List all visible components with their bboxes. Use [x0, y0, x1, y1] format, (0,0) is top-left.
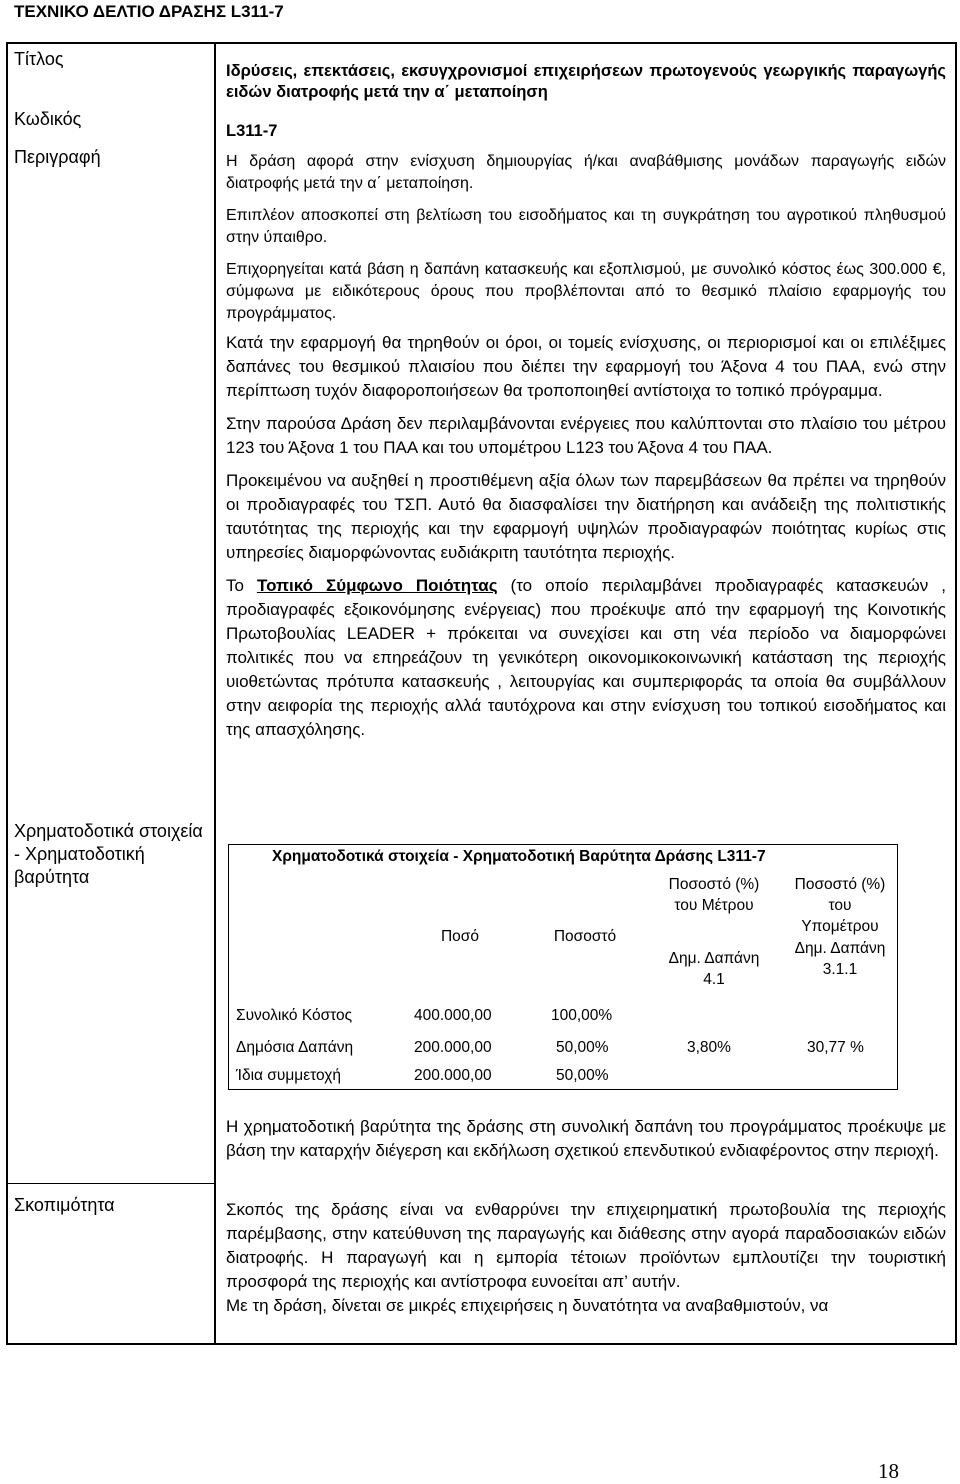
table-border-bottom — [6, 1343, 957, 1345]
row-submeasure: 30,77 % — [807, 1039, 864, 1056]
label-description: Περιγραφή — [14, 147, 101, 167]
label-title: Τίτλος — [14, 49, 64, 69]
row-percent: 50,00% — [556, 1039, 609, 1056]
label-financial: Χρηματοδοτικά στοιχεία - Χρηματοδοτική βαρύτητα — [14, 821, 203, 887]
action-code: L311-7 — [226, 122, 278, 140]
table-border-top — [6, 42, 957, 44]
header-measure: Ποσοστό (%) του Μέτρου — [668, 876, 760, 914]
header-submeasure-sub: Δημ. Δαπάνη 3.1.1 — [794, 940, 886, 978]
header-submeasure: Ποσοστό (%) του Υπομέτρου — [794, 876, 886, 935]
description-paragraph-2: Επιπλέον αποσκοπεί στη βελτίωση του εισοδήματος και τη συγκράτηση του αγροτικού πληθυσμού στην ύπαιθρο. — [226, 207, 946, 246]
action-title — [226, 61, 946, 103]
purpose-paragraph-1: Σκοπός της δράσης είναι να ενθαρρύνει την επιχειρηματική πρωτοβουλία της περιοχής παρέμβασης, στην κατεύθυνση της παραγωγής και διάθεσης στην αγορά παραδοσιακών ειδών διατροφής. Η παραγωγή και η εμπορία τέτοιων προϊόντων εμπλουτίζει την τουριστική προσφορά της περιοχής και αντίστροφα ευνοείται απ’ αυτήν. — [226, 1200, 946, 1291]
label-code: Κωδικός — [14, 109, 82, 129]
financial-weight-paragraph: Η χρηματοδοτική βαρύτητα της δράσης στη συνολική δαπάνη του προγράμματος προέκυψε με βάση την καταρχήν διέγερση και εκδήλωση σχετικού επενδυτικού ενδιαφέροντος στην περιοχή. — [226, 1117, 946, 1160]
table-border-left — [6, 42, 8, 1345]
fin-left — [228, 844, 229, 1090]
column-divider — [214, 42, 216, 1345]
purpose-paragraph-2: Με τη δράση, δίνεται σε μικρές επιχειρήσεις η δυνατότητα να αναβαθμιστούν, να — [226, 1296, 829, 1315]
row-amount: 400.000,00 — [414, 1007, 492, 1024]
row-amount: 200.000,00 — [414, 1067, 492, 1084]
fin-bottom — [228, 1089, 898, 1090]
description-paragraph-7 — [226, 574, 946, 742]
p7-rest: (το οποίο περιλαμβάνει προδιαγραφές κατασκευών , προδιαγραφές εξοικονόμησης ενέργειας) που προέκυψε από την εφαρμογή της Κοινοτικής Πρωτοβουλίας LEADER + πρόκειται να συνεχίσει και στη νέα περίοδο να διαμορφώνει πολιτικές που να επηρεάζουν τη γενικότερη οικονομικοκοινωνική κατάσταση της περιοχής υιοθετώντας πρότυπα κατασκευής , λειτουργίας και συμπεριφοράς τα οποία θα συμβάλλουν στην αειφορία της περιοχής αλλά ταυτόχρονα και στην ενίσχυση του τοπικού εισοδήματος και της απασχόλησης. — [226, 576, 947, 739]
purpose-block — [226, 1198, 946, 1318]
description-paragraph-5: Στην παρούσα Δράση δεν περιλαμβάνονται ενέργειες που καλύπτονται στο πλαίσιο του μέτρου 123 του Άξονα 1 του ΠΑΑ και του υπομέτρου L123 του Άξονα 4 του ΠΑΑ. — [226, 414, 946, 457]
financial-title: Χρηματοδοτικά στοιχεία - Χρηματοδοτική Βαρύτητα Δράσης L311-7 — [272, 848, 766, 865]
header-amount: Ποσό — [440, 928, 479, 945]
action-title-text: Ιδρύσεις, επεκτάσεις, εκσυγχρονισμοί επιχειρήσεων πρωτογενούς γεωργικής παραγωγής ειδών διατροφής μετά την α΄ μεταποίηση — [226, 62, 946, 101]
fin-top — [228, 844, 898, 845]
header-measure-sub: Δημ. Δαπάνη 4.1 — [668, 950, 760, 988]
row-measure: 3,80% — [687, 1039, 731, 1056]
row-label: Ίδια συμμετοχή — [236, 1067, 341, 1084]
description-paragraph-4: Κατά την εφαρμογή θα τηρηθούν οι όροι, οι τομείς ενίσχυσης, οι περιορισμοί και οι επιλέξιμες δαπάνες του θεσμικού πλαισίου που διέπει την εφαρμογή του Άξονα 4 του ΠΑΑ, ενώ στην περίπτωση τυχόν διαφοροποιήσεων θα τροποποιηθεί αντίστοιχα το τοπικό πρόγραμμα. — [226, 333, 946, 400]
document-title: ΤΕΧΝΙΚΟ ΔΕΛΤΙΟ ΔΡΑΣΗΣ L311-7 — [14, 2, 284, 21]
description-paragraph-3: Επιχορηγείται κατά βάση η δαπάνη κατασκευής και εξοπλισμού, με συνολικό κόστος έως 300.000 €, σύμφωνα με ειδικότερους όρους που προβλέπονται από το θεσμικό πλαίσιο εφαρμογής του προγράμματος. — [226, 261, 946, 322]
description-paragraph-6: Προκειμένου να αυξηθεί η προστιθέμενη αξία όλων των παρεμβάσεων θα πρέπει να τηρηθούν οι προδιαγραφές του ΤΣΠ. Αυτό θα διασφαλίσει την διατήρηση και ανάδειξη της πολιτιστικής ταυτότητας της περιοχής και την εφαρμογή υψηλών προδιαγραφών ποιότητας κυρίως στις υπηρεσίες διαμορφώνοντας ευδιάκριτη ταυτότητα περιοχής. — [226, 471, 946, 562]
row-percent: 50,00% — [556, 1067, 609, 1084]
header-percent: Ποσοστό — [553, 928, 617, 945]
page-number: 18 — [878, 1459, 899, 1483]
local-quality-pact: Τοπικό Σύμφωνο Ποιότητας — [256, 576, 498, 595]
description-block — [226, 151, 946, 335]
row-label: Δημόσια Δαπάνη — [236, 1039, 354, 1056]
p7-prefix: Το — [226, 576, 257, 595]
row-percent: 100,00% — [551, 1007, 613, 1024]
table-border-right — [955, 42, 957, 1345]
purpose-row-divider — [6, 1183, 214, 1184]
label-purpose: Σκοπιμότητα — [14, 1195, 115, 1215]
description-paragraph-1: Η δράση αφορά στην ενίσχυση δημιουργίας ή/και αναβάθμισης μονάδων παραγωγής ειδών διατροφής μετά την α΄ μεταποίηση. — [226, 153, 946, 192]
fin-right — [897, 844, 898, 1090]
row-label: Συνολικό Κόστος — [236, 1007, 353, 1024]
description-block-2 — [226, 331, 946, 742]
row-amount: 200.000,00 — [414, 1039, 492, 1056]
financial-weight-text — [226, 1115, 946, 1163]
